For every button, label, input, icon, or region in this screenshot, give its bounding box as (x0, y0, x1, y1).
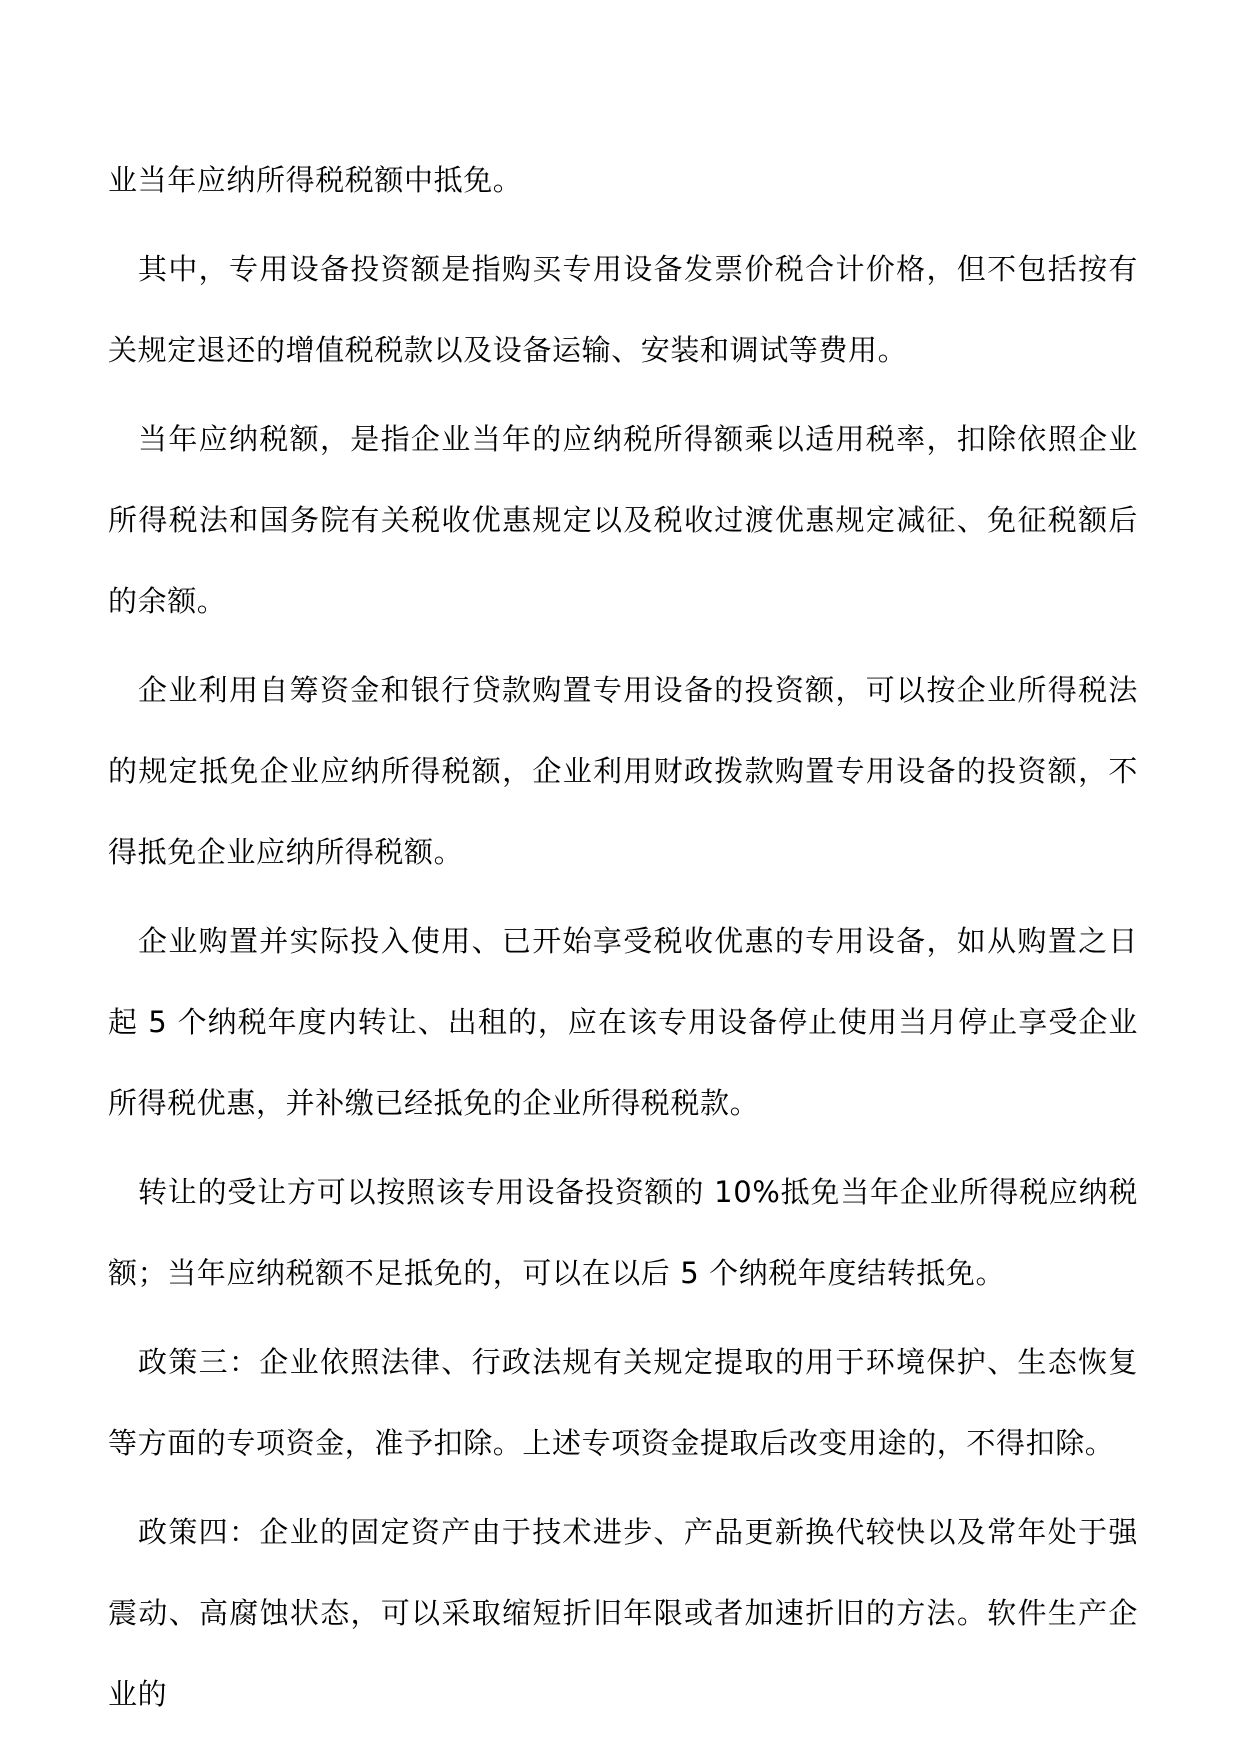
document-page (108, 140, 1138, 1743)
paragraph-transferee: 转让的受让方可以按照该专用设备投资额的 10%抵免当年企业所得税应纳税额；当年应纳税额不足抵免的，可以在以后 5 个纳税年度结转抵免。 (108, 1175, 1138, 1290)
paragraph-policy-three: 政策三：企业依照法律、行政法规有关规定提取的用于环境保护、生态恢复等方面的专项资金，准予扣除。上述专项资金提取后改变用途的，不得扣除。 (108, 1345, 1138, 1460)
paragraph-equipment-investment-definition: 其中，专用设备投资额是指购买专用设备发票价税合计价格，但不包括按有关规定退还的增值税税款以及设备运输、安装和调试等费用。 (108, 252, 1138, 367)
paragraph-funding-sources: 企业利用自筹资金和银行贷款购置专用设备的投资额，可以按企业所得税法的规定抵免企业应纳所得税额，企业利用财政拨款购置专用设备的投资额，不得抵免企业应纳所得税额。 (108, 673, 1138, 869)
paragraph-transfer-rental: 企业购置并实际投入使用、已开始享受税收优惠的专用设备，如从购置之日起 5 个纳税年度内转让、出租的，应在该专用设备停止使用当月停止享受企业所得税优惠，并补缴已经抵免的企业所得税税款。 (108, 924, 1138, 1120)
paragraph-annual-tax-payable: 当年应纳税额，是指企业当年的应纳税所得额乘以适用税率，扣除依照企业所得税法和国务院有关税收优惠规定以及税收过渡优惠规定减征、免征税额后的余额。 (108, 422, 1138, 618)
paragraph-continuation: 业当年应纳所得税税额中抵免。 (108, 163, 523, 197)
paragraph-policy-four: 政策四：企业的固定资产由于技术进步、产品更新换代较快以及常年处于强震动、高腐蚀状态，可以采取缩短折旧年限或者加速折旧的方法。软件生产企业的 (108, 1515, 1138, 1711)
